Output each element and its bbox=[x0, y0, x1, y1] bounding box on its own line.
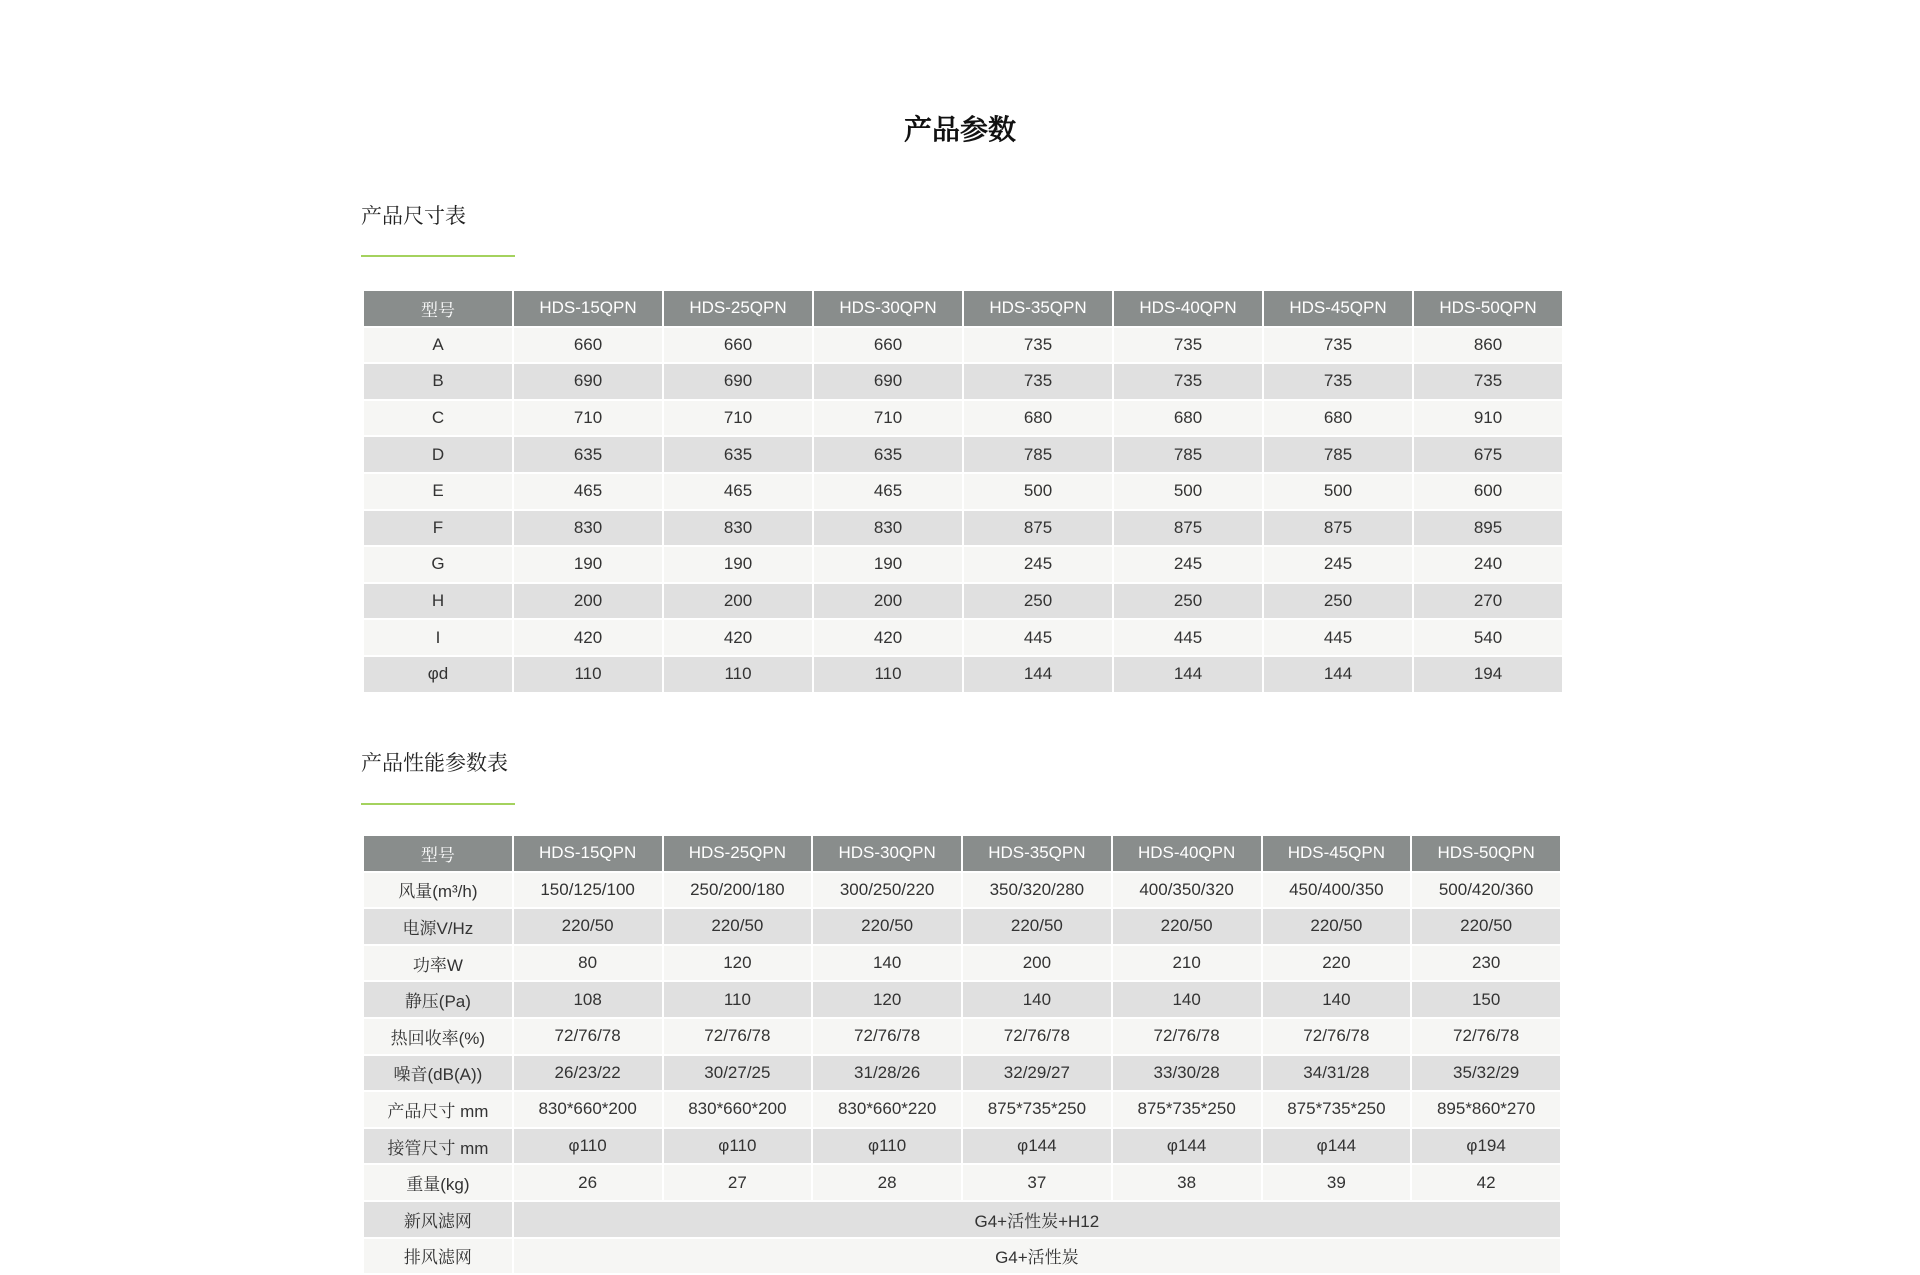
value-cell: 27 bbox=[664, 1165, 812, 1200]
value-cell: 465 bbox=[814, 474, 962, 509]
value-cell: 660 bbox=[514, 328, 662, 363]
value-cell: φ110 bbox=[514, 1129, 662, 1164]
value-cell: 220/50 bbox=[1263, 909, 1411, 944]
value-cell: 120 bbox=[813, 982, 961, 1017]
value-cell: φ194 bbox=[1412, 1129, 1560, 1164]
value-cell: 465 bbox=[514, 474, 662, 509]
value-cell: 194 bbox=[1414, 657, 1562, 692]
value-cell: 37 bbox=[963, 1165, 1111, 1200]
value-cell: 245 bbox=[1114, 547, 1262, 582]
value-cell: 660 bbox=[814, 328, 962, 363]
value-cell: 38 bbox=[1113, 1165, 1261, 1200]
value-cell: 400/350/320 bbox=[1113, 873, 1261, 908]
size-table-header-row bbox=[364, 291, 1562, 326]
table-row bbox=[364, 364, 1562, 399]
row-label-cell: φd bbox=[364, 657, 512, 692]
value-cell: 690 bbox=[514, 364, 662, 399]
value-cell: 190 bbox=[664, 547, 812, 582]
value-cell: 300/250/220 bbox=[813, 873, 961, 908]
table-row bbox=[364, 1019, 1560, 1054]
perf-table bbox=[362, 834, 1562, 1275]
size-section-underline bbox=[361, 255, 515, 257]
value-cell: 500 bbox=[964, 474, 1112, 509]
header-cell-hds-15qpn: HDS-15QPN bbox=[514, 836, 662, 871]
value-cell: 72/76/78 bbox=[813, 1019, 961, 1054]
row-label-cell: C bbox=[364, 401, 512, 436]
value-cell: 710 bbox=[814, 401, 962, 436]
value-cell: 200 bbox=[664, 584, 812, 619]
value-cell: 220/50 bbox=[1412, 909, 1560, 944]
value-cell: 42 bbox=[1412, 1165, 1560, 1200]
value-cell: 500 bbox=[1264, 474, 1412, 509]
value-cell: 144 bbox=[964, 657, 1112, 692]
value-cell: 110 bbox=[514, 657, 662, 692]
value-cell: 895*860*270 bbox=[1412, 1092, 1560, 1127]
value-cell: 600 bbox=[1414, 474, 1562, 509]
header-cell-hds-50qpn: HDS-50QPN bbox=[1412, 836, 1560, 871]
row-label-cell: I bbox=[364, 620, 512, 655]
value-cell: 250/200/180 bbox=[664, 873, 812, 908]
row-label-cell: 噪音(dB(A)) bbox=[364, 1056, 512, 1091]
row-label-cell: D bbox=[364, 437, 512, 472]
table-row bbox=[364, 1165, 1560, 1200]
value-cell: 735 bbox=[1114, 364, 1262, 399]
row-label-cell: 重量(kg) bbox=[364, 1165, 512, 1200]
row-label-cell: 热回收率(%) bbox=[364, 1019, 512, 1054]
row-label-cell: 新风滤网 bbox=[364, 1202, 512, 1237]
value-cell: 690 bbox=[814, 364, 962, 399]
table-row bbox=[364, 328, 1562, 363]
header-cell-hds-15qpn: HDS-15QPN bbox=[514, 291, 662, 326]
value-cell: 120 bbox=[664, 946, 812, 981]
value-cell: φ110 bbox=[664, 1129, 812, 1164]
value-cell: 26/23/22 bbox=[514, 1056, 662, 1091]
value-cell: 680 bbox=[1264, 401, 1412, 436]
value-cell: 72/76/78 bbox=[1263, 1019, 1411, 1054]
value-cell: 680 bbox=[1114, 401, 1262, 436]
value-cell: 150/125/100 bbox=[514, 873, 662, 908]
value-cell: 39 bbox=[1263, 1165, 1411, 1200]
value-cell: 190 bbox=[514, 547, 662, 582]
size-section-title: 产品尺寸表 bbox=[361, 204, 466, 228]
table-row bbox=[364, 620, 1562, 655]
size-table bbox=[362, 289, 1564, 694]
table-row bbox=[364, 511, 1562, 546]
value-cell: 830 bbox=[514, 511, 662, 546]
value-cell: 35/32/29 bbox=[1412, 1056, 1560, 1091]
value-cell: 31/28/26 bbox=[813, 1056, 961, 1091]
value-cell: 635 bbox=[514, 437, 662, 472]
value-cell: 140 bbox=[1113, 982, 1261, 1017]
value-cell: 30/27/25 bbox=[664, 1056, 812, 1091]
value-cell: 875*735*250 bbox=[963, 1092, 1111, 1127]
value-cell: 735 bbox=[964, 364, 1112, 399]
row-label-cell: 接管尺寸 mm bbox=[364, 1129, 512, 1164]
value-cell: 108 bbox=[514, 982, 662, 1017]
header-cell-hds-40qpn: HDS-40QPN bbox=[1113, 836, 1261, 871]
value-cell: 140 bbox=[813, 946, 961, 981]
value-cell: 735 bbox=[1264, 328, 1412, 363]
row-label-cell: E bbox=[364, 474, 512, 509]
value-cell: 245 bbox=[1264, 547, 1412, 582]
perf-section-underline bbox=[361, 803, 515, 805]
header-cell-hds-30qpn: HDS-30QPN bbox=[813, 836, 961, 871]
table-row bbox=[364, 657, 1562, 692]
value-cell: 350/320/280 bbox=[963, 873, 1111, 908]
table-row bbox=[364, 401, 1562, 436]
value-cell: 144 bbox=[1264, 657, 1412, 692]
value-cell: 735 bbox=[1264, 364, 1412, 399]
table-row-merged bbox=[364, 1202, 1560, 1237]
value-cell: 735 bbox=[1414, 364, 1562, 399]
value-cell: 910 bbox=[1414, 401, 1562, 436]
row-label-cell: H bbox=[364, 584, 512, 619]
value-cell: 680 bbox=[964, 401, 1112, 436]
value-cell: 80 bbox=[514, 946, 662, 981]
value-cell: 830 bbox=[814, 511, 962, 546]
header-cell-hds-35qpn: HDS-35QPN bbox=[963, 836, 1111, 871]
value-cell: 785 bbox=[1114, 437, 1262, 472]
value-cell: φ144 bbox=[963, 1129, 1111, 1164]
header-cell-hds-25qpn: HDS-25QPN bbox=[664, 836, 812, 871]
value-cell: 445 bbox=[1264, 620, 1412, 655]
value-cell: 675 bbox=[1414, 437, 1562, 472]
row-label-cell: 电源V/Hz bbox=[364, 909, 512, 944]
value-cell: 200 bbox=[963, 946, 1111, 981]
value-cell: 245 bbox=[964, 547, 1112, 582]
table-row bbox=[364, 584, 1562, 619]
table-row bbox=[364, 1129, 1560, 1164]
value-cell: 26 bbox=[514, 1165, 662, 1200]
value-cell: 830 bbox=[664, 511, 812, 546]
value-cell: 220/50 bbox=[813, 909, 961, 944]
table-row bbox=[364, 909, 1560, 944]
value-cell: 445 bbox=[1114, 620, 1262, 655]
value-cell: 72/76/78 bbox=[664, 1019, 812, 1054]
value-cell: φ144 bbox=[1113, 1129, 1261, 1164]
header-cell-hds-50qpn: HDS-50QPN bbox=[1414, 291, 1562, 326]
value-cell: 875*735*250 bbox=[1263, 1092, 1411, 1127]
value-cell: 220 bbox=[1263, 946, 1411, 981]
table-row bbox=[364, 1092, 1560, 1127]
value-cell: 450/400/350 bbox=[1263, 873, 1411, 908]
row-label-cell: 产品尺寸 mm bbox=[364, 1092, 512, 1127]
value-cell: 710 bbox=[514, 401, 662, 436]
perf-table-header-row bbox=[364, 836, 1560, 871]
header-cell-hds-45qpn: HDS-45QPN bbox=[1263, 836, 1411, 871]
value-cell: 445 bbox=[964, 620, 1112, 655]
value-cell: 420 bbox=[514, 620, 662, 655]
value-cell: 660 bbox=[664, 328, 812, 363]
size-table-body bbox=[364, 328, 1562, 692]
row-label-cell: B bbox=[364, 364, 512, 399]
value-cell: 110 bbox=[664, 982, 812, 1017]
value-cell: 785 bbox=[964, 437, 1112, 472]
value-cell: 72/76/78 bbox=[1113, 1019, 1261, 1054]
value-cell: 785 bbox=[1264, 437, 1412, 472]
value-cell: 140 bbox=[963, 982, 1111, 1017]
value-cell: 200 bbox=[514, 584, 662, 619]
value-cell: 830*660*220 bbox=[813, 1092, 961, 1127]
merged-value-cell: G4+活性炭 bbox=[514, 1239, 1560, 1274]
value-cell: 500/420/360 bbox=[1412, 873, 1560, 908]
value-cell: 420 bbox=[664, 620, 812, 655]
value-cell: 34/31/28 bbox=[1263, 1056, 1411, 1091]
value-cell: 635 bbox=[814, 437, 962, 472]
value-cell: 220/50 bbox=[514, 909, 662, 944]
header-cell-hds-25qpn: HDS-25QPN bbox=[664, 291, 812, 326]
header-cell-hds-35qpn: HDS-35QPN bbox=[964, 291, 1112, 326]
value-cell: 875 bbox=[1264, 511, 1412, 546]
value-cell: 150 bbox=[1412, 982, 1560, 1017]
value-cell: 210 bbox=[1113, 946, 1261, 981]
row-label-cell: F bbox=[364, 511, 512, 546]
value-cell: 830*660*200 bbox=[514, 1092, 662, 1127]
table-row bbox=[364, 547, 1562, 582]
value-cell: 540 bbox=[1414, 620, 1562, 655]
value-cell: 110 bbox=[814, 657, 962, 692]
value-cell: 860 bbox=[1414, 328, 1562, 363]
value-cell: 635 bbox=[664, 437, 812, 472]
value-cell: 32/29/27 bbox=[963, 1056, 1111, 1091]
value-cell: 270 bbox=[1414, 584, 1562, 619]
value-cell: 250 bbox=[1114, 584, 1262, 619]
row-label-cell: 排风滤网 bbox=[364, 1239, 512, 1274]
header-cell-hds-30qpn: HDS-30QPN bbox=[814, 291, 962, 326]
value-cell: φ144 bbox=[1263, 1129, 1411, 1164]
value-cell: 110 bbox=[664, 657, 812, 692]
value-cell: 875*735*250 bbox=[1113, 1092, 1261, 1127]
value-cell: 140 bbox=[1263, 982, 1411, 1017]
value-cell: 72/76/78 bbox=[1412, 1019, 1560, 1054]
value-cell: 875 bbox=[1114, 511, 1262, 546]
row-label-cell: 静压(Pa) bbox=[364, 982, 512, 1017]
header-cell-hds-40qpn: HDS-40QPN bbox=[1114, 291, 1262, 326]
value-cell: 735 bbox=[964, 328, 1112, 363]
header-cell-model: 型号 bbox=[364, 836, 512, 871]
value-cell: 144 bbox=[1114, 657, 1262, 692]
value-cell: 895 bbox=[1414, 511, 1562, 546]
value-cell: 220/50 bbox=[963, 909, 1111, 944]
value-cell: 250 bbox=[964, 584, 1112, 619]
table-row bbox=[364, 437, 1562, 472]
row-label-cell: 功率W bbox=[364, 946, 512, 981]
value-cell: 240 bbox=[1414, 547, 1562, 582]
value-cell: 190 bbox=[814, 547, 962, 582]
value-cell: 830*660*200 bbox=[664, 1092, 812, 1127]
perf-section-title: 产品性能参数表 bbox=[361, 751, 508, 775]
value-cell: 28 bbox=[813, 1165, 961, 1200]
value-cell: 690 bbox=[664, 364, 812, 399]
header-cell-hds-45qpn: HDS-45QPN bbox=[1264, 291, 1412, 326]
row-label-cell: 风量(m³/h) bbox=[364, 873, 512, 908]
value-cell: 500 bbox=[1114, 474, 1262, 509]
value-cell: 250 bbox=[1264, 584, 1412, 619]
table-row bbox=[364, 474, 1562, 509]
value-cell: 72/76/78 bbox=[514, 1019, 662, 1054]
table-row bbox=[364, 1056, 1560, 1091]
perf-table-body bbox=[364, 873, 1560, 1274]
value-cell: φ110 bbox=[813, 1129, 961, 1164]
value-cell: 220/50 bbox=[1113, 909, 1261, 944]
table-row bbox=[364, 873, 1560, 908]
value-cell: 33/30/28 bbox=[1113, 1056, 1261, 1091]
value-cell: 420 bbox=[814, 620, 962, 655]
value-cell: 230 bbox=[1412, 946, 1560, 981]
value-cell: 72/76/78 bbox=[963, 1019, 1111, 1054]
merged-value-cell: G4+活性炭+H12 bbox=[514, 1202, 1560, 1237]
header-cell-model: 型号 bbox=[364, 291, 512, 326]
table-row bbox=[364, 982, 1560, 1017]
page-title: 产品参数 bbox=[903, 113, 1016, 146]
value-cell: 465 bbox=[664, 474, 812, 509]
table-row bbox=[364, 946, 1560, 981]
value-cell: 200 bbox=[814, 584, 962, 619]
value-cell: 710 bbox=[664, 401, 812, 436]
row-label-cell: G bbox=[364, 547, 512, 582]
value-cell: 220/50 bbox=[664, 909, 812, 944]
value-cell: 735 bbox=[1114, 328, 1262, 363]
row-label-cell: A bbox=[364, 328, 512, 363]
value-cell: 875 bbox=[964, 511, 1112, 546]
